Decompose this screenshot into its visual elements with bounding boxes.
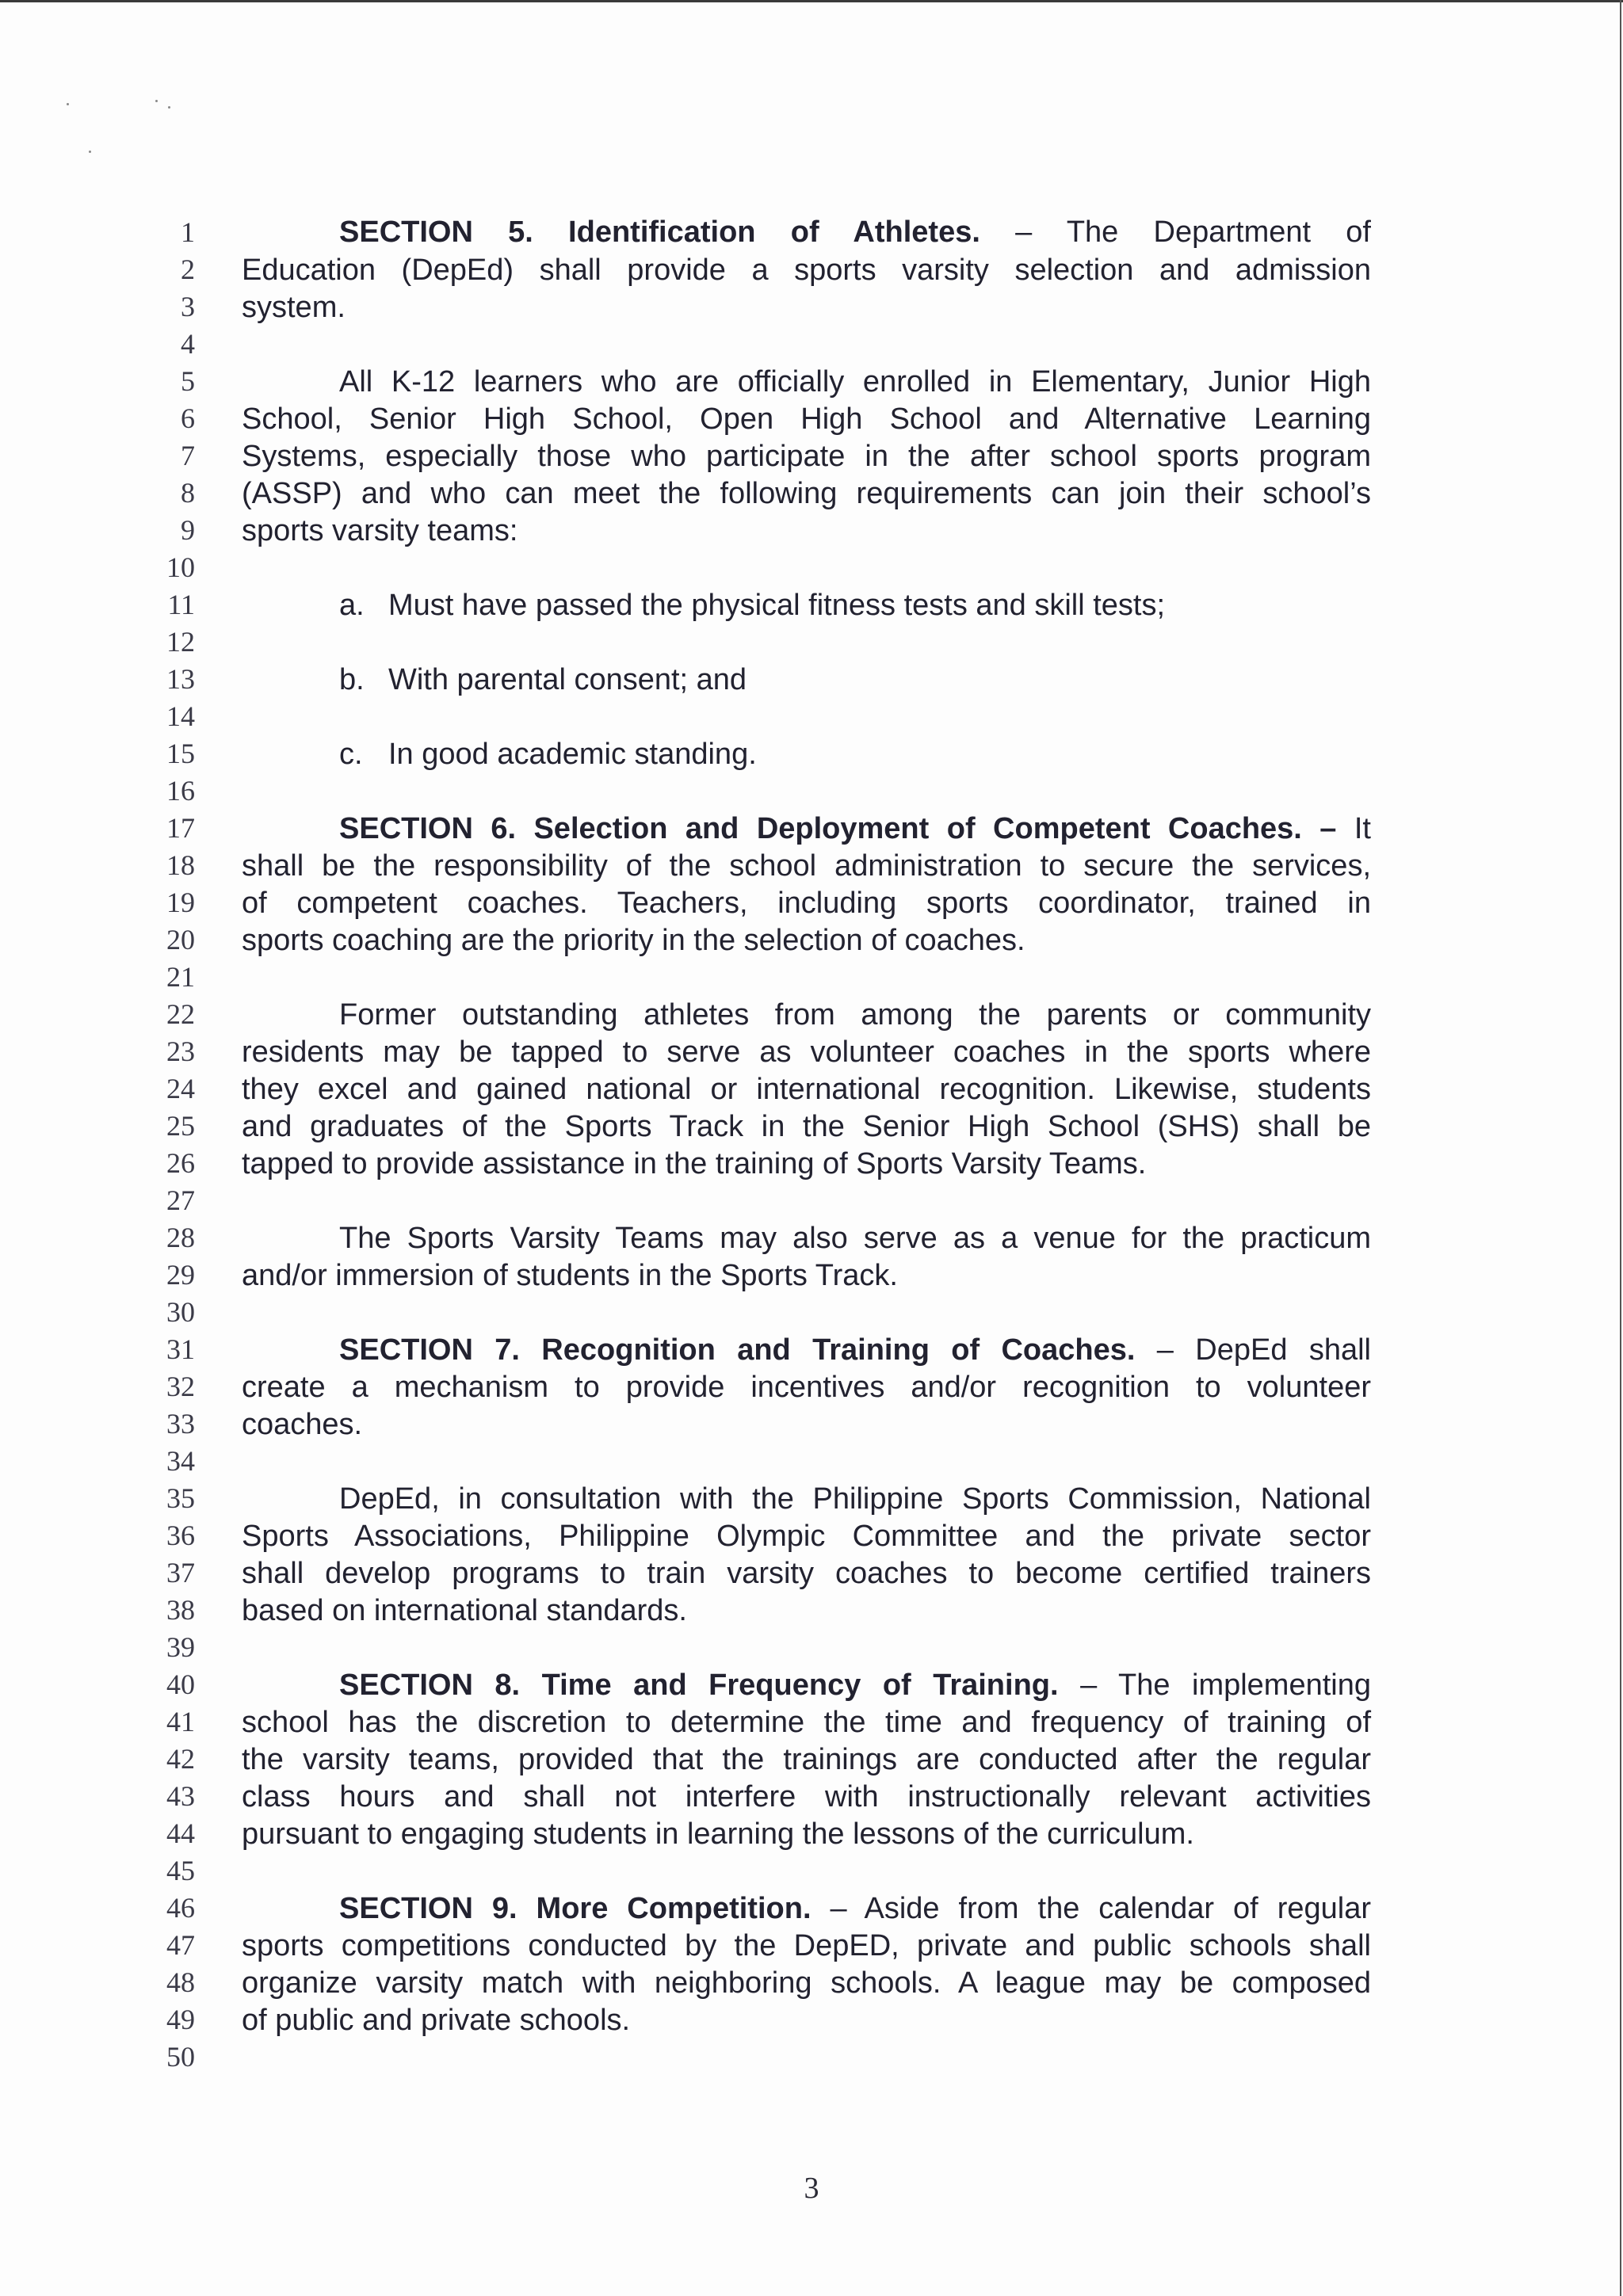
- line-number: 4: [181, 328, 195, 360]
- line-number: 35: [166, 1482, 195, 1514]
- line-number: 19: [166, 887, 195, 918]
- section-8-line-4: class hours and shall not interfere with instructionally relevant activities: [242, 1780, 1371, 1814]
- line-number: 23: [166, 1035, 195, 1067]
- line-number: 2: [181, 254, 195, 285]
- line-number: 36: [166, 1520, 195, 1551]
- line-number: 31: [166, 1333, 195, 1365]
- section-9-line-3: organize varsity match with neighboring schools. A league may be composed: [242, 1966, 1371, 2000]
- line-number: 11: [167, 589, 195, 620]
- scan-speck: [89, 151, 91, 153]
- line-number: 30: [166, 1296, 195, 1328]
- line-number: 15: [166, 738, 195, 769]
- line-number: 27: [166, 1184, 195, 1216]
- section-8-line-3: the varsity teams, provided that the trainings are conducted after the regular: [242, 1743, 1371, 1776]
- page-number: 3: [804, 2172, 819, 2205]
- line-number: 48: [166, 1966, 195, 1998]
- section-6-para-2-line-1: Former outstanding athletes from among the parents or community: [339, 998, 1371, 1032]
- section-5-para-2-line-5: sports varsity teams:: [242, 514, 518, 547]
- list-item-text: Must have passed the physical fitness tests and skill tests;: [388, 589, 1166, 622]
- section-7-para-2-line-2: Sports Associations, Philippine Olympic Committee and the private sector: [242, 1520, 1371, 1553]
- section-5-heading: SECTION 5. Identification of Athletes.: [339, 215, 980, 249]
- list-item-text: With parental consent; and: [388, 663, 747, 696]
- line-number: 5: [181, 365, 195, 397]
- section-5-para-2-line-4: (ASSP) and who can meet the following requirements can join their school’s: [242, 477, 1371, 510]
- section-7-para-2-line-3: shall develop programs to train varsity coaches to become certified trainers: [242, 1557, 1371, 1590]
- line-number: 34: [166, 1445, 195, 1477]
- line-number: 43: [166, 1780, 195, 1812]
- line-number: 38: [166, 1594, 195, 1626]
- line-number: 28: [166, 1222, 195, 1253]
- scan-top-edge: [0, 0, 1623, 2]
- section-6-para-2-line-3: they excel and gained national or international recognition. Likewise, students: [242, 1073, 1371, 1106]
- section-9-line-4: of public and private schools.: [242, 2004, 631, 2037]
- section-5-para-2-line-3: Systems, especially those who participate in the after school sports program: [242, 440, 1371, 473]
- section-6-para-2-line-4: and graduates of the Sports Track in the Senior High School (SHS) shall be: [242, 1110, 1371, 1143]
- section-6-para-3-line-2: and/or immersion of students in the Sports Track.: [242, 1259, 898, 1292]
- scan-speck: [155, 100, 158, 102]
- section-7-line-2: create a mechanism to provide incentives and/or recognition to volunteer: [242, 1371, 1371, 1404]
- section-9-line-2: sports competitions conducted by the DepED, private and public schools shall: [242, 1929, 1371, 1962]
- line-number: 33: [166, 1408, 195, 1440]
- line-number: 22: [166, 998, 195, 1030]
- section-7-para-2-line-1: DepEd, in consultation with the Philippine Sports Commission, National: [339, 1482, 1371, 1516]
- line-number: 47: [166, 1929, 195, 1961]
- line-number: 10: [166, 551, 195, 583]
- list-marker: c.: [339, 738, 363, 771]
- line-number: 25: [166, 1110, 195, 1142]
- line-number: 16: [166, 775, 195, 807]
- line-number: 17: [166, 812, 195, 844]
- section-8-line-1: SECTION 8. Time and Frequency of Training. – The implementing: [339, 1669, 1371, 1702]
- line-number: 21: [166, 961, 195, 993]
- line-number: 1: [181, 216, 195, 248]
- line-number: 18: [166, 849, 195, 881]
- line-number: 6: [181, 402, 195, 434]
- line-number: 13: [166, 663, 195, 695]
- line-number: 9: [181, 514, 195, 546]
- line-number: 24: [166, 1073, 195, 1104]
- line-number: 32: [166, 1371, 195, 1402]
- line-number: 39: [166, 1631, 195, 1663]
- section-6-line-3: of competent coaches. Teachers, including sports coordinator, trained in: [242, 887, 1371, 920]
- section-8-line-2: school has the discretion to determine the time and frequency of training of: [242, 1706, 1371, 1739]
- list-item-b: [339, 662, 747, 699]
- list-item-text: In good academic standing.: [388, 738, 757, 771]
- scan-speck: [67, 103, 69, 105]
- list-item-a: [339, 587, 1165, 624]
- section-7-line-3: coaches.: [242, 1408, 363, 1441]
- line-number: 20: [166, 924, 195, 955]
- section-8-heading: SECTION 8. Time and Frequency of Training.: [339, 1669, 1059, 1702]
- line-number: 42: [166, 1743, 195, 1775]
- section-9-line-1: SECTION 9. More Competition. – Aside from the calendar of regular: [339, 1892, 1372, 1925]
- list-marker: a.: [339, 589, 365, 622]
- line-number: 26: [166, 1147, 195, 1179]
- section-5-para-2-line-2: School, Senior High School, Open High School and Alternative Learning: [242, 402, 1371, 436]
- line-number: 3: [181, 291, 195, 322]
- section-5-line-3: system.: [242, 291, 346, 324]
- section-7-line-1: SECTION 7. Recognition and Training of Coaches. – DepEd shall: [339, 1333, 1371, 1367]
- line-number: 12: [166, 626, 195, 658]
- scan-speck: [168, 106, 170, 109]
- section-6-line-1: SECTION 6. Selection and Deployment of Competent Coaches. – It: [339, 812, 1371, 845]
- section-5-para-2-line-1: All K-12 learners who are officially enrolled in Elementary, Junior High: [339, 365, 1371, 399]
- section-6-para-2-line-2: residents may be tapped to serve as volunteer coaches in the sports where: [242, 1035, 1371, 1069]
- line-number: 41: [166, 1706, 195, 1737]
- section-6-heading: SECTION 6. Selection and Deployment of Competent Coaches. –: [339, 812, 1337, 845]
- section-5-line-1: SECTION 5. Identification of Athletes. – The Department of: [339, 215, 1371, 249]
- section-9-heading: SECTION 9. More Competition.: [339, 1892, 812, 1925]
- section-6-line-2: shall be the responsibility of the school administration to secure the services,: [242, 849, 1371, 883]
- section-8-line-5: pursuant to engaging students in learning the lessons of the curriculum.: [242, 1817, 1194, 1851]
- line-number: 37: [166, 1557, 195, 1589]
- list-marker: b.: [339, 663, 365, 696]
- line-number: 8: [181, 477, 195, 509]
- line-number: 14: [166, 700, 195, 732]
- line-number: 40: [166, 1669, 195, 1700]
- line-number: 45: [166, 1855, 195, 1886]
- scan-right-edge: [1620, 0, 1621, 2296]
- section-6-para-2-line-5: tapped to provide assistance in the training of Sports Varsity Teams.: [242, 1147, 1147, 1180]
- line-number: 49: [166, 2004, 195, 2035]
- line-number: 7: [181, 440, 195, 471]
- line-number: 44: [166, 1817, 195, 1849]
- line-number: 46: [166, 1892, 195, 1924]
- section-6-line-4: sports coaching are the priority in the selection of coaches.: [242, 924, 1025, 957]
- section-7-para-2-line-4: based on international standards.: [242, 1594, 687, 1627]
- section-5-line-2: Education (DepEd) shall provide a sports varsity selection and admission: [242, 254, 1371, 287]
- section-7-heading: SECTION 7. Recognition and Training of Coaches.: [339, 1333, 1136, 1367]
- line-number: 29: [166, 1259, 195, 1291]
- list-item-c: [339, 736, 757, 773]
- section-6-para-3-line-1: The Sports Varsity Teams may also serve as a venue for the practicum: [339, 1222, 1371, 1255]
- line-number: 50: [166, 2041, 195, 2073]
